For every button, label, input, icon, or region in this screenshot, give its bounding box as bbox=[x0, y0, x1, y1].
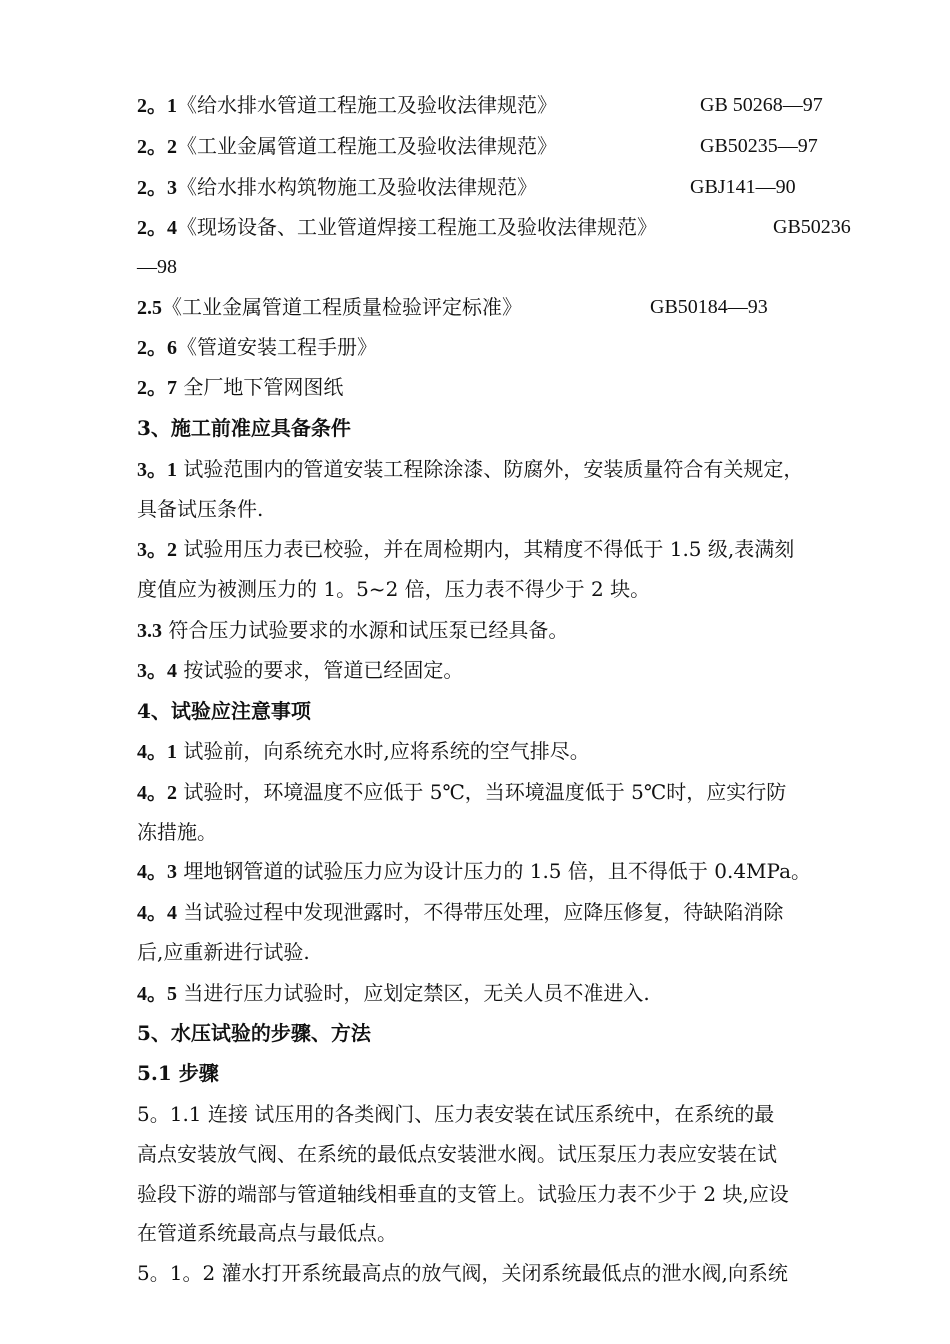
item-3-2 bbox=[137, 535, 794, 564]
ref-2-2 bbox=[137, 132, 557, 161]
item-text: 埋地钢管道的试验压力应为设计压力的 1.5 倍，且不得低于 0.4MPa。 bbox=[177, 859, 812, 883]
item-text: 当试验过程中发现泄露时，不得带压处理，应降压修复，待缺陷消除 bbox=[177, 900, 784, 924]
item-text: 试验前，向系统充水时,应将系统的空气排尽。 bbox=[177, 739, 590, 763]
ref-code: GB 50268—97 bbox=[700, 94, 823, 116]
ref-code: GB50236 bbox=[773, 216, 851, 238]
item-number: 4。1 bbox=[137, 741, 177, 763]
ref-title: 《工业金属管道工程质量检验评定标准》 bbox=[162, 295, 522, 319]
ref-2-5 bbox=[137, 293, 522, 322]
item-number: 3。1 bbox=[137, 459, 177, 481]
ref-2-4 bbox=[137, 213, 657, 242]
item-4-3 bbox=[137, 857, 811, 886]
ref-title: 《现场设备、工业管道焊接工程施工及验收法律规范》 bbox=[177, 215, 657, 239]
ref-title: 《给水排水管道工程施工及验收法律规范》 bbox=[177, 93, 557, 117]
item-number: 3.3 bbox=[137, 620, 162, 642]
ref-2-6 bbox=[137, 333, 377, 362]
item-number: 3。2 bbox=[137, 539, 177, 561]
item-4-5 bbox=[137, 979, 650, 1008]
item-3-1-cont: 具备试压条件. bbox=[137, 497, 264, 521]
para-5-1-1-line: 在管道系统最高点与最低点。 bbox=[137, 1221, 397, 1245]
item-3-4 bbox=[137, 656, 463, 685]
section-5-1-heading: 5.1 步骤 bbox=[137, 1061, 219, 1085]
ref-code: GBJ141—90 bbox=[690, 176, 796, 198]
ref-number: 2。1 bbox=[137, 95, 177, 117]
item-text: 试验范围内的管道安装工程除涂漆、防腐外，安装质量符合有关规定， bbox=[177, 457, 804, 481]
item-3-2-cont: 度值应为被测压力的 1。5~2 倍，压力表不得少于 2 块。 bbox=[137, 577, 651, 601]
item-text: 试验用压力表已校验，并在周检期内，其精度不得低于 1.5 级,表满刻 bbox=[177, 537, 795, 561]
item-3-3 bbox=[137, 616, 568, 645]
ref-title: 《工业金属管道工程施工及验收法律规范》 bbox=[177, 134, 557, 158]
item-text: 试验时，环境温度不应低于 5℃，当环境温度低于 5℃时，应实行防 bbox=[177, 780, 787, 804]
item-4-4 bbox=[137, 898, 783, 927]
ref-code: GB50184—93 bbox=[650, 296, 768, 318]
para-5-1-1-line: 验段下游的端部与管道轴线相垂直的支管上。试验压力表不少于 2 块,应设 bbox=[137, 1182, 789, 1206]
item-number: 4。3 bbox=[137, 861, 177, 883]
para-5-1-2-line: 5。1。2 灌水打开系统最高点的放气阀，关闭系统最低点的泄水阀,向系统 bbox=[137, 1261, 788, 1285]
ref-number: 2.5 bbox=[137, 297, 162, 319]
item-text: 按试验的要求，管道已经固定。 bbox=[177, 658, 464, 682]
item-number: 4。4 bbox=[137, 902, 177, 924]
item-text: 当进行压力试验时，应划定禁区，无关人员不准进入. bbox=[177, 981, 650, 1005]
item-4-2 bbox=[137, 778, 786, 807]
item-number: 4。5 bbox=[137, 983, 177, 1005]
ref-title: 《给水排水构筑物施工及验收法律规范》 bbox=[177, 175, 537, 199]
ref-title: 《管道安装工程手册》 bbox=[177, 335, 377, 359]
item-4-1 bbox=[137, 737, 590, 766]
ref-code-continued: —98 bbox=[137, 256, 177, 278]
section-5-heading: 5、水压试验的步骤、方法 bbox=[137, 1021, 371, 1045]
section-4-heading: 4、试验应注意事项 bbox=[137, 699, 311, 723]
ref-2-3 bbox=[137, 173, 537, 202]
ref-2-7 bbox=[137, 373, 343, 402]
ref-2-1 bbox=[137, 91, 557, 120]
ref-title: 全厂地下管网图纸 bbox=[177, 375, 344, 399]
ref-number: 2。4 bbox=[137, 217, 177, 239]
item-4-4-cont: 后,应重新进行试验. bbox=[137, 940, 310, 964]
ref-number: 2。3 bbox=[137, 177, 177, 199]
para-5-1-1-line: 5。1.1 连接 试压用的各类阀门、压力表安装在试压系统中，在系统的最 bbox=[137, 1102, 775, 1126]
ref-number: 2。7 bbox=[137, 377, 177, 399]
item-4-2-cont: 冻措施。 bbox=[137, 820, 217, 844]
section-3-heading: 3、施工前准应具备条件 bbox=[137, 416, 351, 440]
item-number: 4。2 bbox=[137, 782, 177, 804]
item-text: 符合压力试验要求的水源和试压泵已经具备。 bbox=[162, 618, 569, 642]
item-3-1 bbox=[137, 455, 803, 484]
ref-code: GB50235—97 bbox=[700, 135, 818, 157]
item-number: 3。4 bbox=[137, 660, 177, 682]
para-5-1-1-line: 高点安装放气阀、在系统的最低点安装泄水阀。试压泵压力表应安装在试 bbox=[137, 1142, 777, 1166]
ref-number: 2。2 bbox=[137, 136, 177, 158]
ref-number: 2。6 bbox=[137, 337, 177, 359]
